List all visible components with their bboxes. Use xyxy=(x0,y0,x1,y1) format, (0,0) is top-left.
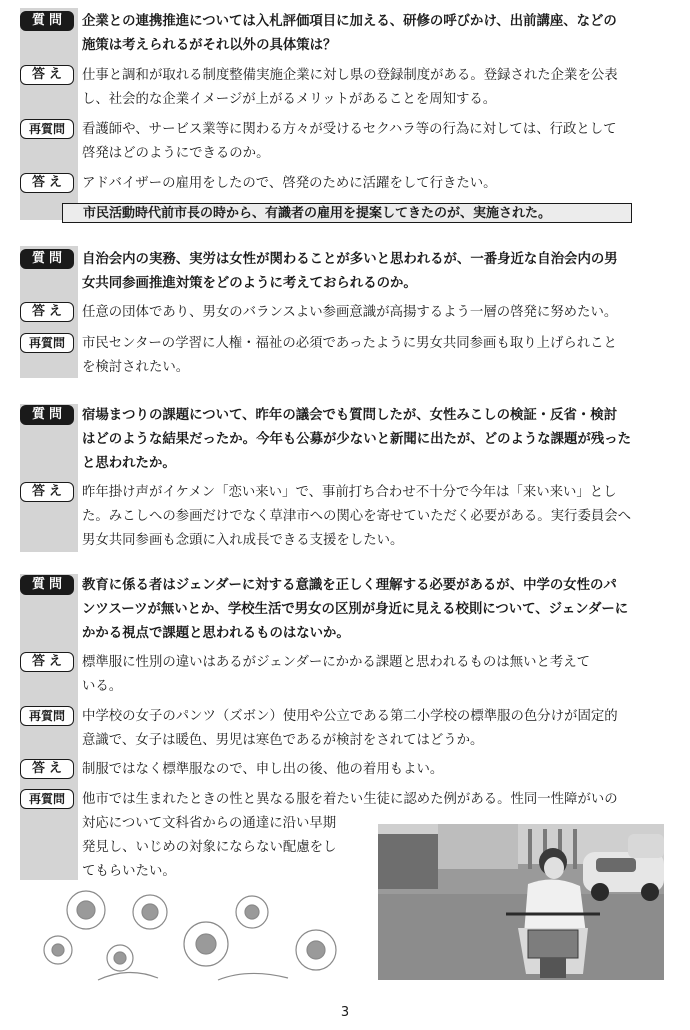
note-box: 市民活動時代前市長の時から、有識者の雇用を提案してきたのが、実施された。 xyxy=(62,203,632,223)
question-badge: 質問 xyxy=(20,249,74,269)
answer-badge: 答え xyxy=(20,173,74,193)
question-badge: 質問 xyxy=(20,405,74,425)
answer-badge: 答え xyxy=(20,482,74,502)
page-number: 3 xyxy=(340,1005,350,1020)
answer-badge: 答え xyxy=(20,759,74,779)
question-text: 教育に係る者はジェンダーに対する意識を正しく理解する必要があるが、中学の女性のパ ンツスーツが無いとか、学校生活で男女の区別が身近に見える校則について、ジェンダーに かかる視点で課題と思われるものはないか。 xyxy=(82,578,629,641)
answer-text: 仕事と調和が取れる制度整備実施企業に対し県の登録制度がある。登録された企業を公表 し、社会的な企業イメージが上がるメリットがあることを周知する。 xyxy=(82,68,618,107)
answer-text: 標準服に性別の違いはあるがジェンダーにかかる課題と思われるものは無いと考えて いる。 xyxy=(82,655,591,694)
requestion-badge: 再質問 xyxy=(20,333,74,353)
answer-text: 昨年掛け声がイケメン「恋い来い」で、事前打ち合わせ不十分で今年は「来い来い」とし た。みこしへの参画だけでなく草津市への関心を寄せていただく必要がある。実行委員会へ 男女共同参画も念頭に入れ成長できる支援をしたい。 xyxy=(82,485,632,548)
answer-text: 制服ではなく標準服なので、申し出の後、他の着用もよい。 xyxy=(82,762,444,777)
question-text: 自治会内の実務、実労は女性が関わることが多いと思われるが、一番身近な自治会内の男 女共同参画推進対策をどのように考えておられるのか。 xyxy=(82,252,618,291)
answer-badge: 答え xyxy=(20,652,74,672)
question-badge: 質問 xyxy=(20,575,74,595)
scooter-photo xyxy=(378,824,664,980)
answer-text: アドバイザーの雇用をしたので、啓発のために活躍をして行きたい。 xyxy=(82,176,497,191)
question-text: 企業との連携推進については入札評価項目に加える、研修の呼びかけ、出前講座、などの 施策は考えられるがそれ以外の具体策は？ xyxy=(82,14,617,53)
requestion-badge: 再質問 xyxy=(20,706,74,726)
question-badge: 質問 xyxy=(20,11,74,31)
question-text: 宿場まつりの課題について、昨年の議会でも質問したが、女性みこしの検証・反省・検討 はどのような結果だったか。今年も公募が少ないと新聞に出たが、どのような課題が残った と思われたか。 xyxy=(82,408,632,471)
requestion-text: 市民センターの学習に人権・福祉の必須であったように男女共同参画も取り上げられこと を検討されたい。 xyxy=(82,336,617,375)
requestion-badge: 再質問 xyxy=(20,119,74,139)
requestion-text: 他市では生まれたときの性と異なる服を着たい生徒に認めた例がある。性同一性障がいの 対応について文科省からの通達に沿い早期 発見し、いじめの対象にならない配慮をし てもらいたい。 xyxy=(82,792,618,879)
answer-badge: 答え xyxy=(20,302,74,322)
requestion-badge: 再質問 xyxy=(20,789,74,809)
requestion-text: 看護師や、サービス業等に関わる方々が受けるセクハラ等の行為に対しては、行政として 啓発はどのようにできるのか。 xyxy=(82,122,617,161)
requestion-text: 中学校の女子のパンツ（ズボン）使用や公立である第二小学校の標準服の色分けが固定的 意識で、女子は暖色、男児は寒色であるが検討をされてはどうか。 xyxy=(82,709,618,748)
answer-text: 任意の団体であり、男女のバランスよい参画意識が高揚するよう一層の啓発に努めたい。 xyxy=(82,305,618,320)
section-bar-4 xyxy=(20,574,78,880)
answer-badge: 答え xyxy=(20,65,74,85)
section-bar-3 xyxy=(20,404,78,552)
sunflower-illustration xyxy=(38,882,358,984)
